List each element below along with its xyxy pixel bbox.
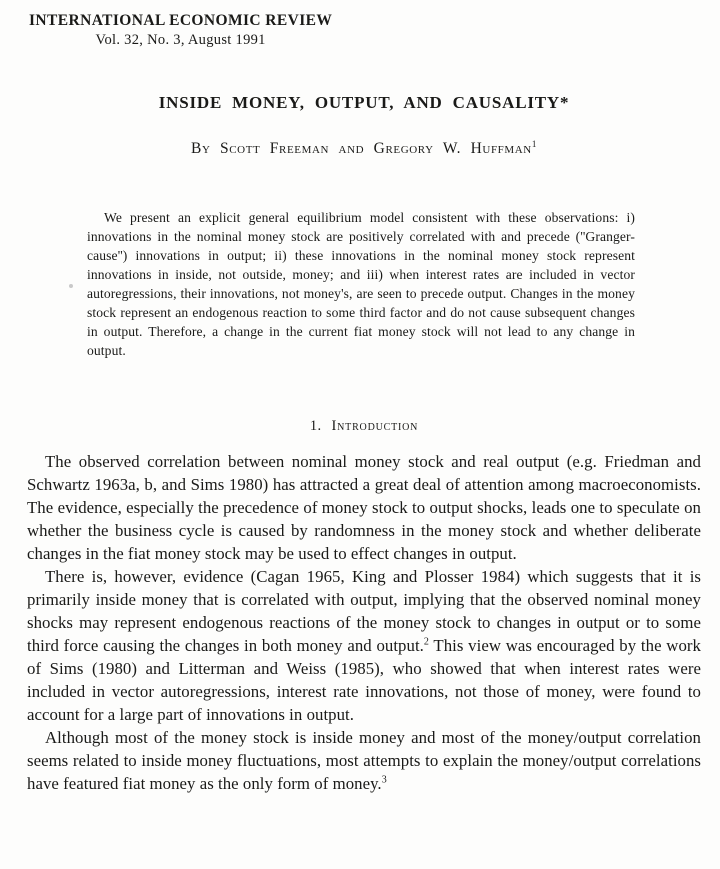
section-number: 1. bbox=[309, 418, 322, 434]
paragraph-3 bbox=[27, 726, 701, 795]
journal-masthead bbox=[29, 12, 332, 49]
paragraph-1 bbox=[27, 450, 701, 565]
paragraph-2-text: There is, however, evidence (Cagan 1965, King and Plosser 1984) which suggests that it is primarily inside money that is correlated with output, implying that the observed nominal money shocks may represent endogenous reactions of the money stock to changes in output or to some third force causing the changes in both money and output. bbox=[27, 567, 701, 655]
scan-artifact bbox=[69, 284, 73, 288]
section-heading bbox=[27, 418, 701, 435]
abstract: We present an explicit general equilibrium model consistent with these observations: i) innovations in the nominal money stock are positively correlated with and precede (''Granger-cause'') innovations in output; ii) these innovations in the nominal money stock represent innovations in inside, not outside, money; and iii) when interest rates are included in vector autoregressions, their innovations, not money's, are seen to precede output. Changes in the money stock represent an endogenous reaction to some third factor and do not cause subsequent changes in output. Therefore, a change in the current fiat money stock will not lead to any change in output. bbox=[87, 210, 635, 358]
section-title: Introduction bbox=[331, 418, 419, 434]
footnote-mark-2: 2 bbox=[423, 636, 429, 648]
paragraph-1-text: The observed correlation between nominal money stock and real output (e.g. Friedman and Schwartz 1963a, b, and Sims 1980) has attracted a great deal of attention among macroeconomists. The evidence, especially the precedence of money stock to output shocks, leads one to speculate on whether the business cycle is caused by randomness in the money stock and whether deliberate changes in the fiat money stock may be used to effect changes in output. bbox=[27, 452, 701, 563]
byline bbox=[27, 140, 701, 158]
article-title: INSIDE MONEY, OUTPUT, AND CAUSALITY* bbox=[158, 93, 570, 112]
journal-issue: Vol. 32, No. 3, August 1991 bbox=[95, 32, 266, 48]
paragraph-3-text: Although most of the money stock is inside money and most of the money/output correlation seems related to inside money fluctuations, most attempts to explain the money/output correlations have featured fiat money as the only form of money. bbox=[27, 728, 701, 793]
paragraph-2 bbox=[27, 565, 701, 726]
byline-text: By Scott Freeman and Gregory W. Huffman bbox=[191, 140, 532, 157]
journal-name: INTERNATIONAL ECONOMIC REVIEW bbox=[29, 12, 333, 29]
article-body bbox=[27, 450, 701, 795]
byline-footnote-mark: 1 bbox=[531, 138, 537, 149]
footnote-mark-3: 3 bbox=[381, 774, 387, 786]
paragraph-2-continued: This view was encouraged by the work of Sims (1980) and Litterman and Weiss (1985), who showed that when interest rates were included in vector autoregressions, interest rate innovations, not those of money, were found to account for a large part of innovations in output. bbox=[27, 636, 701, 724]
